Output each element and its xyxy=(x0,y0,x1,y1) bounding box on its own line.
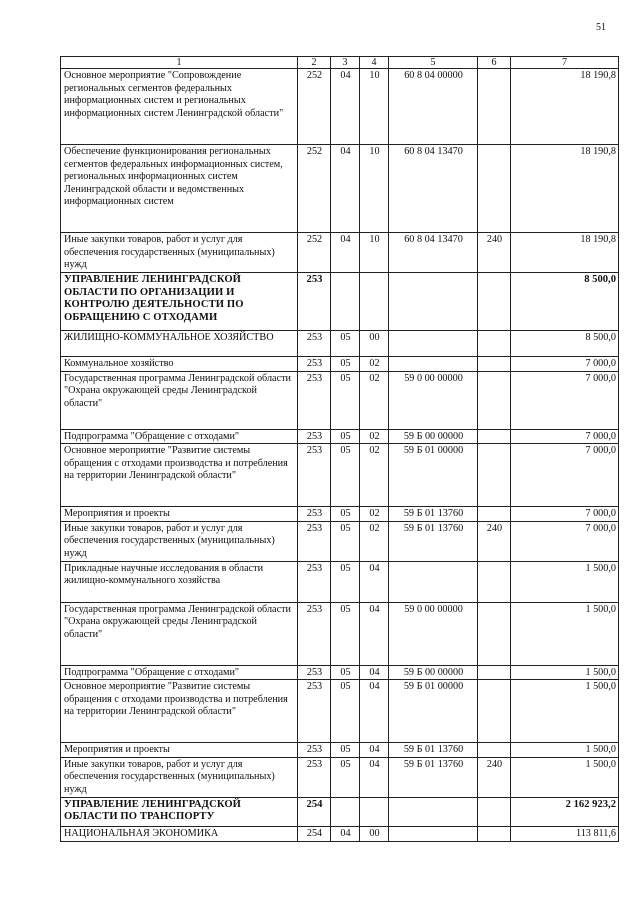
cell-expense-type: 240 xyxy=(478,757,511,797)
table-row xyxy=(61,743,619,758)
cell-admin-code: 253 xyxy=(298,602,331,665)
cell-section: 04 xyxy=(331,145,360,233)
cell-name: Иные закупки товаров, работ и услуг для обеспечения государственных (муниципальных) нужд xyxy=(61,233,298,273)
cell-section: 05 xyxy=(331,444,360,507)
cell-name: ЖИЛИЩНО-КОММУНАЛЬНОЕ ХОЗЯЙСТВО xyxy=(61,331,298,357)
table-row xyxy=(61,69,619,145)
header-cell-3: 3 xyxy=(331,57,360,69)
cell-section: 04 xyxy=(331,69,360,145)
cell-target-article: 59 Б 01 13760 xyxy=(389,743,478,758)
cell-name: УПРАВЛЕНИЕ ЛЕНИНГРАДСКОЙ ОБЛАСТИ ПО ОРГАНИЗАЦИИ И КОНТРОЛЮ ДЕЯТЕЛЬНОСТИ ПО ОБРАЩЕНИЮ С ОТХОДАМИ xyxy=(61,273,298,331)
table-row xyxy=(61,233,619,273)
cell-expense-type: 240 xyxy=(478,233,511,273)
cell-name: Основное мероприятие "Сопровождение региональных сегментов федеральных информационных систем и региональных информационных систем Ленинградской области" xyxy=(61,69,298,145)
page-number: 51 xyxy=(596,22,606,33)
cell-subsection: 04 xyxy=(360,680,389,743)
cell-admin-code: 252 xyxy=(298,69,331,145)
cell-name: Основное мероприятие "Развитие системы обращения с отходами производства и потребления на территории Ленинградской области" xyxy=(61,444,298,507)
cell-subsection: 04 xyxy=(360,743,389,758)
cell-subsection: 10 xyxy=(360,145,389,233)
cell-target-article: 59 Б 01 00000 xyxy=(389,680,478,743)
table-row xyxy=(61,602,619,665)
header-cell-5: 5 xyxy=(389,57,478,69)
cell-section xyxy=(331,273,360,331)
cell-target-article xyxy=(389,331,478,357)
cell-target-article xyxy=(389,826,478,841)
cell-subsection: 04 xyxy=(360,757,389,797)
cell-section: 04 xyxy=(331,826,360,841)
cell-name: Мероприятия и проекты xyxy=(61,743,298,758)
table-row xyxy=(61,521,619,561)
table-row xyxy=(61,680,619,743)
cell-admin-code: 253 xyxy=(298,521,331,561)
cell-section: 05 xyxy=(331,757,360,797)
cell-subsection xyxy=(360,797,389,826)
table-row xyxy=(61,826,619,841)
cell-admin-code: 253 xyxy=(298,507,331,522)
table-row xyxy=(61,145,619,233)
cell-subsection: 10 xyxy=(360,69,389,145)
cell-subsection: 04 xyxy=(360,602,389,665)
cell-target-article: 60 8 04 13470 xyxy=(389,233,478,273)
cell-expense-type xyxy=(478,602,511,665)
cell-name: Подпрограмма "Обращение с отходами" xyxy=(61,665,298,680)
table-row xyxy=(61,444,619,507)
cell-amount: 18 190,8 xyxy=(511,233,619,273)
cell-section: 05 xyxy=(331,602,360,665)
cell-subsection: 02 xyxy=(360,357,389,372)
table-row xyxy=(61,357,619,372)
cell-target-article: 59 Б 01 00000 xyxy=(389,444,478,507)
cell-target-article: 60 8 04 00000 xyxy=(389,69,478,145)
cell-subsection: 02 xyxy=(360,444,389,507)
budget-table xyxy=(60,56,619,842)
cell-admin-code: 253 xyxy=(298,743,331,758)
cell-name: Иные закупки товаров, работ и услуг для обеспечения государственных (муниципальных) нужд xyxy=(61,757,298,797)
cell-amount: 7 000,0 xyxy=(511,444,619,507)
cell-target-article: 59 Б 00 00000 xyxy=(389,665,478,680)
cell-target-article: 59 0 00 00000 xyxy=(389,602,478,665)
cell-admin-code: 254 xyxy=(298,826,331,841)
cell-amount: 1 500,0 xyxy=(511,743,619,758)
cell-name: Подпрограмма "Обращение с отходами" xyxy=(61,429,298,444)
cell-admin-code: 254 xyxy=(298,797,331,826)
cell-subsection: 02 xyxy=(360,507,389,522)
cell-section: 05 xyxy=(331,507,360,522)
header-cell-6: 6 xyxy=(478,57,511,69)
cell-amount: 7 000,0 xyxy=(511,521,619,561)
cell-name: УПРАВЛЕНИЕ ЛЕНИНГРАДСКОЙ ОБЛАСТИ ПО ТРАНСПОРТУ xyxy=(61,797,298,826)
cell-name: Мероприятия и проекты xyxy=(61,507,298,522)
cell-admin-code: 253 xyxy=(298,273,331,331)
cell-name: НАЦИОНАЛЬНАЯ ЭКОНОМИКА xyxy=(61,826,298,841)
cell-section: 05 xyxy=(331,743,360,758)
cell-amount: 8 500,0 xyxy=(511,331,619,357)
cell-target-article: 59 Б 01 13760 xyxy=(389,507,478,522)
cell-admin-code: 253 xyxy=(298,331,331,357)
cell-amount: 1 500,0 xyxy=(511,561,619,602)
cell-expense-type xyxy=(478,444,511,507)
cell-subsection xyxy=(360,273,389,331)
cell-target-article: 60 8 04 13470 xyxy=(389,145,478,233)
header-cell-4: 4 xyxy=(360,57,389,69)
header-row xyxy=(61,57,619,69)
cell-subsection: 00 xyxy=(360,331,389,357)
table-row xyxy=(61,273,619,331)
cell-expense-type xyxy=(478,69,511,145)
header-cell-1: 1 xyxy=(61,57,298,69)
cell-expense-type xyxy=(478,680,511,743)
cell-section: 05 xyxy=(331,521,360,561)
cell-subsection: 04 xyxy=(360,561,389,602)
cell-admin-code: 252 xyxy=(298,233,331,273)
cell-expense-type xyxy=(478,826,511,841)
cell-name: Иные закупки товаров, работ и услуг для обеспечения государственных (муниципальных) нужд xyxy=(61,521,298,561)
cell-amount: 1 500,0 xyxy=(511,665,619,680)
cell-name: Обеспечение функционирования региональных сегментов федеральных информационных систем, региональных информационных систем Ленинградской области и ведомственных информационных систем xyxy=(61,145,298,233)
cell-amount: 7 000,0 xyxy=(511,371,619,429)
cell-section: 05 xyxy=(331,561,360,602)
cell-admin-code: 253 xyxy=(298,561,331,602)
cell-amount: 7 000,0 xyxy=(511,357,619,372)
table-row xyxy=(61,797,619,826)
cell-admin-code: 253 xyxy=(298,371,331,429)
cell-section: 04 xyxy=(331,233,360,273)
cell-name: Прикладные научные исследования в области жилищно-коммунального хозяйства xyxy=(61,561,298,602)
cell-target-article: 59 Б 00 00000 xyxy=(389,429,478,444)
cell-amount: 1 500,0 xyxy=(511,680,619,743)
cell-amount: 1 500,0 xyxy=(511,757,619,797)
cell-amount: 18 190,8 xyxy=(511,69,619,145)
cell-target-article: 59 0 00 00000 xyxy=(389,371,478,429)
cell-amount: 7 000,0 xyxy=(511,507,619,522)
cell-target-article xyxy=(389,273,478,331)
cell-name: Государственная программа Ленинградской области "Охрана окружающей среды Ленинградской области" xyxy=(61,371,298,429)
cell-expense-type xyxy=(478,331,511,357)
cell-expense-type xyxy=(478,561,511,602)
cell-subsection: 10 xyxy=(360,233,389,273)
cell-amount: 8 500,0 xyxy=(511,273,619,331)
cell-section: 05 xyxy=(331,357,360,372)
cell-admin-code: 253 xyxy=(298,357,331,372)
cell-section: 05 xyxy=(331,665,360,680)
cell-expense-type xyxy=(478,665,511,680)
cell-target-article: 59 Б 01 13760 xyxy=(389,757,478,797)
cell-admin-code: 253 xyxy=(298,665,331,680)
table-row xyxy=(61,561,619,602)
cell-expense-type xyxy=(478,797,511,826)
cell-expense-type: 240 xyxy=(478,521,511,561)
cell-expense-type xyxy=(478,507,511,522)
cell-name: Коммунальное хозяйство xyxy=(61,357,298,372)
cell-admin-code: 253 xyxy=(298,757,331,797)
cell-expense-type xyxy=(478,429,511,444)
cell-subsection: 02 xyxy=(360,429,389,444)
cell-section: 05 xyxy=(331,331,360,357)
cell-admin-code: 253 xyxy=(298,444,331,507)
cell-amount: 7 000,0 xyxy=(511,429,619,444)
cell-amount: 18 190,8 xyxy=(511,145,619,233)
cell-target-article xyxy=(389,561,478,602)
cell-admin-code: 253 xyxy=(298,429,331,444)
cell-subsection: 00 xyxy=(360,826,389,841)
cell-section xyxy=(331,797,360,826)
cell-expense-type xyxy=(478,371,511,429)
cell-target-article: 59 Б 01 13760 xyxy=(389,521,478,561)
table-row xyxy=(61,429,619,444)
cell-subsection: 04 xyxy=(360,665,389,680)
cell-target-article xyxy=(389,357,478,372)
cell-target-article xyxy=(389,797,478,826)
table-row xyxy=(61,331,619,357)
cell-amount: 1 500,0 xyxy=(511,602,619,665)
cell-expense-type xyxy=(478,357,511,372)
cell-name: Основное мероприятие "Развитие системы обращения с отходами производства и потребления на территории Ленинградской области" xyxy=(61,680,298,743)
table-row xyxy=(61,507,619,522)
cell-admin-code: 252 xyxy=(298,145,331,233)
cell-expense-type xyxy=(478,743,511,758)
cell-expense-type xyxy=(478,273,511,331)
cell-expense-type xyxy=(478,145,511,233)
cell-admin-code: 253 xyxy=(298,680,331,743)
cell-amount: 2 162 923,2 xyxy=(511,797,619,826)
cell-subsection: 02 xyxy=(360,371,389,429)
cell-amount: 113 811,6 xyxy=(511,826,619,841)
header-cell-2: 2 xyxy=(298,57,331,69)
table-row xyxy=(61,757,619,797)
cell-section: 05 xyxy=(331,429,360,444)
table-row xyxy=(61,371,619,429)
cell-section: 05 xyxy=(331,680,360,743)
cell-section: 05 xyxy=(331,371,360,429)
cell-name: Государственная программа Ленинградской области "Охрана окружающей среды Ленинградской области" xyxy=(61,602,298,665)
header-cell-7: 7 xyxy=(511,57,619,69)
table-row xyxy=(61,665,619,680)
cell-subsection: 02 xyxy=(360,521,389,561)
